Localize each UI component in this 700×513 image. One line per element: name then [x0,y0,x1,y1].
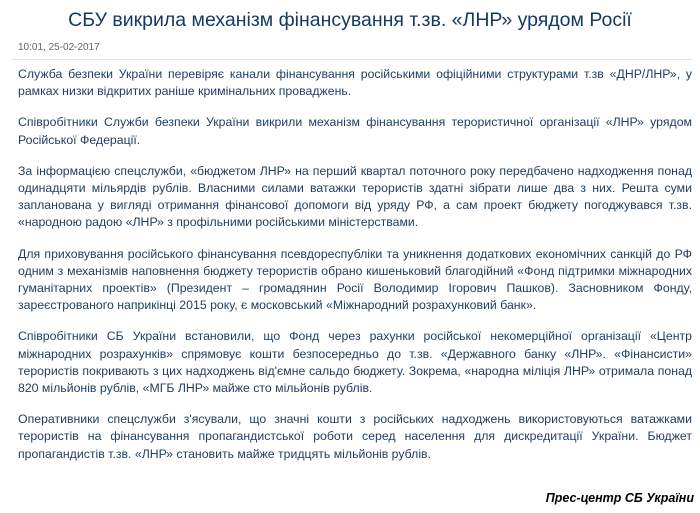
title-divider [12,59,692,60]
article-title: СБУ викрила механізм фінансування т.зв. «ЛНР» урядом Росії [68,9,632,31]
article-paragraph: Для приховування російського фінансування псевдореспубліки та уникнення додаткових економічних санкцій до РФ одним з механізмів наповнення бюджету терористів обрано кишеньковий благодійний «Фонд підтримки міжнародних гуманітарних проектів» (Президент – громадянин Росії Володимир Ігорович Пашков). Засновником Фонду, зареєстрованого наприкінці 2015 року, є московський «Міжнародний розрахунковий банк». [18,246,692,313]
article-paragraph: Співробітники СБ України встановили, що Фонд через рахунки російської некомерційної організації «Центр міжнародних розрахунків» спрямовує кошти безпосередньо до т.зв. «Державного банку «ЛНР». «Фінансисти» терористів покривають з цих надходжень від'ємне сальдо бюджету. Зокрема, «народна міліція ЛНР» отримала понад 820 мільйонів рублів, «МГБ ЛНР» майже сто мільйонів рублів. [18,329,692,396]
article-paragraph: Служба безпеки України перевіряє канали фінансування російськими офіційними структурами т.зв «ДНР/ЛНР», у рамках низки відкритих раніше кримінальних проваджень. [18,67,692,99]
article-paragraph: Співробітники Служби безпеки України викрили механізм фінансування терористичної організації «ЛНР» урядом Російської Федерації. [18,115,692,147]
article-date: 10:01, 25-02-2017 [18,42,100,53]
press-center-signature: Прес-центр СБ України [545,491,694,505]
article-body [18,66,692,477]
article-paragraph: Оперативники спецслужби з'ясували, що значні кошти з російських надходжень використовуються ватажками терористів на фінансування пропагандистської роботи серед населення для дискредитації України. Бюджет пропагандистів т.зв. «ЛНР» становить майже тридцять мільйонів рублів. [18,412,692,461]
article-paragraph: За інформацією спецслужби, «бюджетом ЛНР» на перший квартал поточного року передбачено надходження понад одинадцяти мільярдів рублів. Власними силами ватажки терористів здатні зібрати лише два з них. Решта суми запланована у вигляді отримання фінансової допомоги від уряду РФ, а сам проект бюджету погоджувався т.зв. «народною радою «ЛНР» з профільними російськими міністерствами. [18,163,692,230]
